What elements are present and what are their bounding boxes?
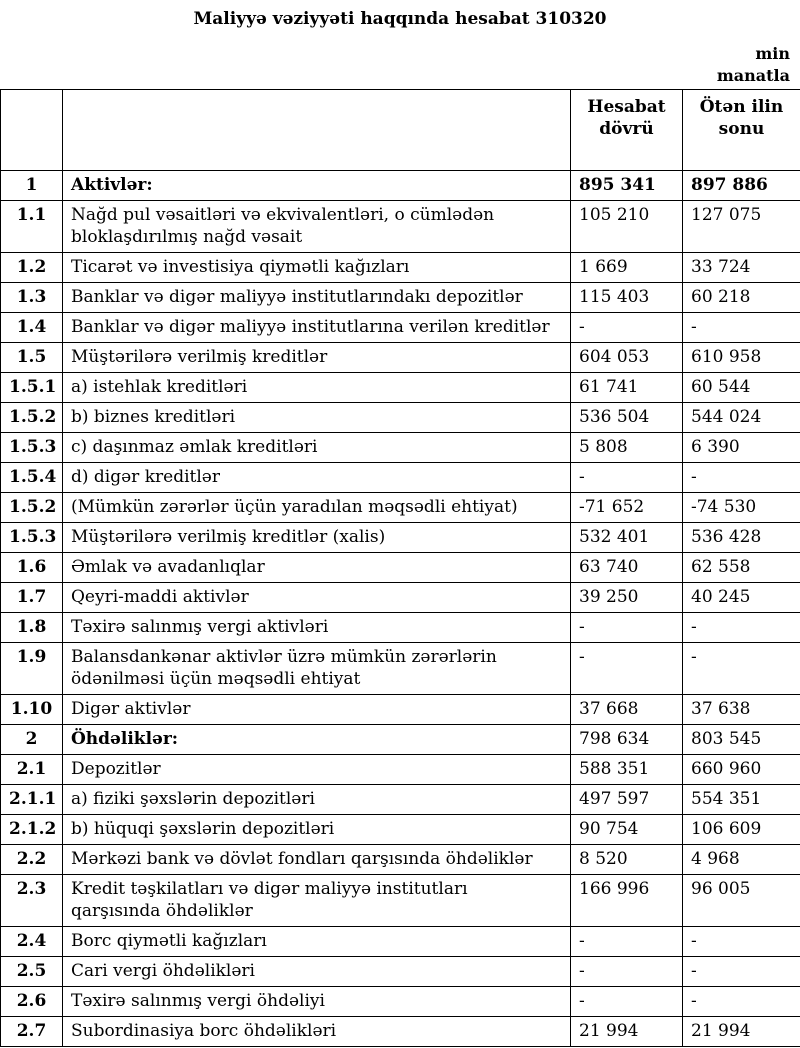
row-period-value: 105 210 bbox=[571, 201, 683, 253]
row-label: Mərkəzi bank və dövlət fondları qarşısında öhdəliklər bbox=[63, 845, 571, 875]
row-number: 2.1.2 bbox=[1, 815, 63, 845]
row-previous-value: - bbox=[683, 987, 800, 1017]
row-previous-value: 6 390 bbox=[683, 433, 800, 463]
row-period-value: 532 401 bbox=[571, 523, 683, 553]
table-row bbox=[1, 583, 800, 613]
row-period-value: 166 996 bbox=[571, 875, 683, 927]
row-label: Cari vergi öhdəlikləri bbox=[63, 957, 571, 987]
row-previous-value: 60 218 bbox=[683, 283, 800, 313]
row-previous-value: 21 994 bbox=[683, 1017, 800, 1047]
table-row bbox=[1, 1017, 800, 1047]
table-row bbox=[1, 433, 800, 463]
row-label: Banklar və digər maliyyə institutlarına verilən kreditlər bbox=[63, 313, 571, 343]
row-previous-value: - bbox=[683, 613, 800, 643]
header-row-number bbox=[1, 90, 63, 171]
row-previous-value: 660 960 bbox=[683, 755, 800, 785]
row-number: 2.4 bbox=[1, 927, 63, 957]
table-row bbox=[1, 403, 800, 433]
row-previous-value: 554 351 bbox=[683, 785, 800, 815]
row-number: 2.6 bbox=[1, 987, 63, 1017]
row-label: Nağd pul vəsaitləri və ekvivalentləri, o cümlədən bloklaşdırılmış nağd vəsait bbox=[63, 201, 571, 253]
row-number: 1.5.1 bbox=[1, 373, 63, 403]
row-label: c) daşınmaz əmlak kreditləri bbox=[63, 433, 571, 463]
row-period-value: 39 250 bbox=[571, 583, 683, 613]
row-period-value: - bbox=[571, 613, 683, 643]
table-row bbox=[1, 283, 800, 313]
row-number: 1.10 bbox=[1, 695, 63, 725]
row-label: a) fiziki şəxslərin depozitləri bbox=[63, 785, 571, 815]
row-number: 1.2 bbox=[1, 253, 63, 283]
row-label: Öhdəliklər: bbox=[63, 725, 571, 755]
row-label: Aktivlər: bbox=[63, 171, 571, 201]
unit-note bbox=[0, 43, 800, 87]
row-number: 1.6 bbox=[1, 553, 63, 583]
row-number: 1.5.4 bbox=[1, 463, 63, 493]
table-row bbox=[1, 927, 800, 957]
row-label: b) biznes kreditləri bbox=[63, 403, 571, 433]
table-header-row bbox=[1, 90, 800, 171]
row-period-value: 604 053 bbox=[571, 343, 683, 373]
table-row bbox=[1, 755, 800, 785]
row-previous-value: -74 530 bbox=[683, 493, 800, 523]
table-row bbox=[1, 695, 800, 725]
row-previous-value: - bbox=[683, 927, 800, 957]
row-period-value: - bbox=[571, 313, 683, 343]
row-label: (Mümkün zərərlər üçün yaradılan məqsədli ehtiyat) bbox=[63, 493, 571, 523]
row-number: 1 bbox=[1, 171, 63, 201]
row-period-value: 1 669 bbox=[571, 253, 683, 283]
row-label: Müştərilərə verilmiş kreditlər (xalis) bbox=[63, 523, 571, 553]
row-previous-value: 33 724 bbox=[683, 253, 800, 283]
table-row bbox=[1, 553, 800, 583]
row-label: b) hüquqi şəxslərin depozitləri bbox=[63, 815, 571, 845]
row-period-value: 37 668 bbox=[571, 695, 683, 725]
row-label: Depozitlər bbox=[63, 755, 571, 785]
table-row bbox=[1, 785, 800, 815]
row-label: d) digər kreditlər bbox=[63, 463, 571, 493]
row-label: Təxirə salınmış vergi öhdəliyi bbox=[63, 987, 571, 1017]
row-number: 1.5.3 bbox=[1, 523, 63, 553]
unit-note-line1: min bbox=[755, 44, 790, 63]
row-period-value: 8 520 bbox=[571, 845, 683, 875]
row-number: 2.1.1 bbox=[1, 785, 63, 815]
page-title: Maliyyə vəziyyəti haqqında hesabat 310320 bbox=[193, 9, 607, 29]
row-label: Digər aktivlər bbox=[63, 695, 571, 725]
row-period-value: 115 403 bbox=[571, 283, 683, 313]
row-number: 2.3 bbox=[1, 875, 63, 927]
table-row bbox=[1, 643, 800, 695]
row-period-value: - bbox=[571, 643, 683, 695]
table-row bbox=[1, 201, 800, 253]
row-period-value: 497 597 bbox=[571, 785, 683, 815]
row-previous-value: 803 545 bbox=[683, 725, 800, 755]
row-label: Borc qiymətli kağızları bbox=[63, 927, 571, 957]
row-number: 1.1 bbox=[1, 201, 63, 253]
row-period-value: - bbox=[571, 987, 683, 1017]
row-number: 2.5 bbox=[1, 957, 63, 987]
row-period-value: 536 504 bbox=[571, 403, 683, 433]
row-previous-value: 610 958 bbox=[683, 343, 800, 373]
row-label: Qeyri-maddi aktivlər bbox=[63, 583, 571, 613]
row-number: 1.5.3 bbox=[1, 433, 63, 463]
row-period-value: - bbox=[571, 957, 683, 987]
row-previous-value: 127 075 bbox=[683, 201, 800, 253]
table-row bbox=[1, 493, 800, 523]
table-row bbox=[1, 343, 800, 373]
row-period-value: - bbox=[571, 463, 683, 493]
header-reporting-period: Hesabat dövrü bbox=[571, 90, 683, 171]
document-page bbox=[0, 9, 800, 1048]
row-number: 1.9 bbox=[1, 643, 63, 695]
table-row bbox=[1, 253, 800, 283]
row-label: Balansdankənar aktivlər üzrə mümkün zərərlərin ödənilməsi üçün məqsədli ehtiyat bbox=[63, 643, 571, 695]
row-number: 1.5 bbox=[1, 343, 63, 373]
row-period-value: - bbox=[571, 927, 683, 957]
row-number: 1.7 bbox=[1, 583, 63, 613]
row-period-value: 798 634 bbox=[571, 725, 683, 755]
header-description bbox=[63, 90, 571, 171]
table-row bbox=[1, 523, 800, 553]
row-number: 2.2 bbox=[1, 845, 63, 875]
row-previous-value: - bbox=[683, 957, 800, 987]
row-period-value: 588 351 bbox=[571, 755, 683, 785]
table-row bbox=[1, 987, 800, 1017]
table-row bbox=[1, 171, 800, 201]
table-row bbox=[1, 957, 800, 987]
row-period-value: 90 754 bbox=[571, 815, 683, 845]
row-previous-value: 60 544 bbox=[683, 373, 800, 403]
row-previous-value: 4 968 bbox=[683, 845, 800, 875]
row-previous-value: 40 245 bbox=[683, 583, 800, 613]
row-previous-value: 544 024 bbox=[683, 403, 800, 433]
row-number: 1.5.2 bbox=[1, 403, 63, 433]
row-label: Subordinasiya borc öhdəlikləri bbox=[63, 1017, 571, 1047]
row-previous-value: 96 005 bbox=[683, 875, 800, 927]
row-number: 1.5.2 bbox=[1, 493, 63, 523]
table-row bbox=[1, 313, 800, 343]
financial-position-table bbox=[0, 89, 800, 1047]
row-number: 2.1 bbox=[1, 755, 63, 785]
table-row bbox=[1, 725, 800, 755]
row-previous-value: 536 428 bbox=[683, 523, 800, 553]
header-previous-year-end: Ötən ilin sonu bbox=[683, 90, 800, 171]
row-period-value: 61 741 bbox=[571, 373, 683, 403]
unit-note-line2: manatla bbox=[716, 66, 790, 85]
table-row bbox=[1, 845, 800, 875]
row-label: Müştərilərə verilmiş kreditlər bbox=[63, 343, 571, 373]
table-row bbox=[1, 815, 800, 845]
row-label: Əmlak və avadanlıqlar bbox=[63, 553, 571, 583]
row-label: Təxirə salınmış vergi aktivləri bbox=[63, 613, 571, 643]
table-row bbox=[1, 613, 800, 643]
row-label: a) istehlak kreditləri bbox=[63, 373, 571, 403]
row-previous-value: - bbox=[683, 463, 800, 493]
row-period-value: 5 808 bbox=[571, 433, 683, 463]
row-period-value: 895 341 bbox=[571, 171, 683, 201]
row-previous-value: 106 609 bbox=[683, 815, 800, 845]
table-body bbox=[1, 171, 800, 1047]
row-number: 2 bbox=[1, 725, 63, 755]
row-label: Ticarət və investisiya qiymətli kağızları bbox=[63, 253, 571, 283]
row-period-value: -71 652 bbox=[571, 493, 683, 523]
row-number: 1.3 bbox=[1, 283, 63, 313]
row-period-value: 63 740 bbox=[571, 553, 683, 583]
table-row bbox=[1, 373, 800, 403]
table-row bbox=[1, 463, 800, 493]
row-number: 1.8 bbox=[1, 613, 63, 643]
row-number: 1.4 bbox=[1, 313, 63, 343]
row-previous-value: 37 638 bbox=[683, 695, 800, 725]
row-label: Banklar və digər maliyyə institutlarındakı depozitlər bbox=[63, 283, 571, 313]
table-row bbox=[1, 875, 800, 927]
row-previous-value: 897 886 bbox=[683, 171, 800, 201]
row-period-value: 21 994 bbox=[571, 1017, 683, 1047]
row-number: 2.7 bbox=[1, 1017, 63, 1047]
row-previous-value: 62 558 bbox=[683, 553, 800, 583]
row-label: Kredit təşkilatları və digər maliyyə institutları qarşısında öhdəliklər bbox=[63, 875, 571, 927]
row-previous-value: - bbox=[683, 313, 800, 343]
row-previous-value: - bbox=[683, 643, 800, 695]
